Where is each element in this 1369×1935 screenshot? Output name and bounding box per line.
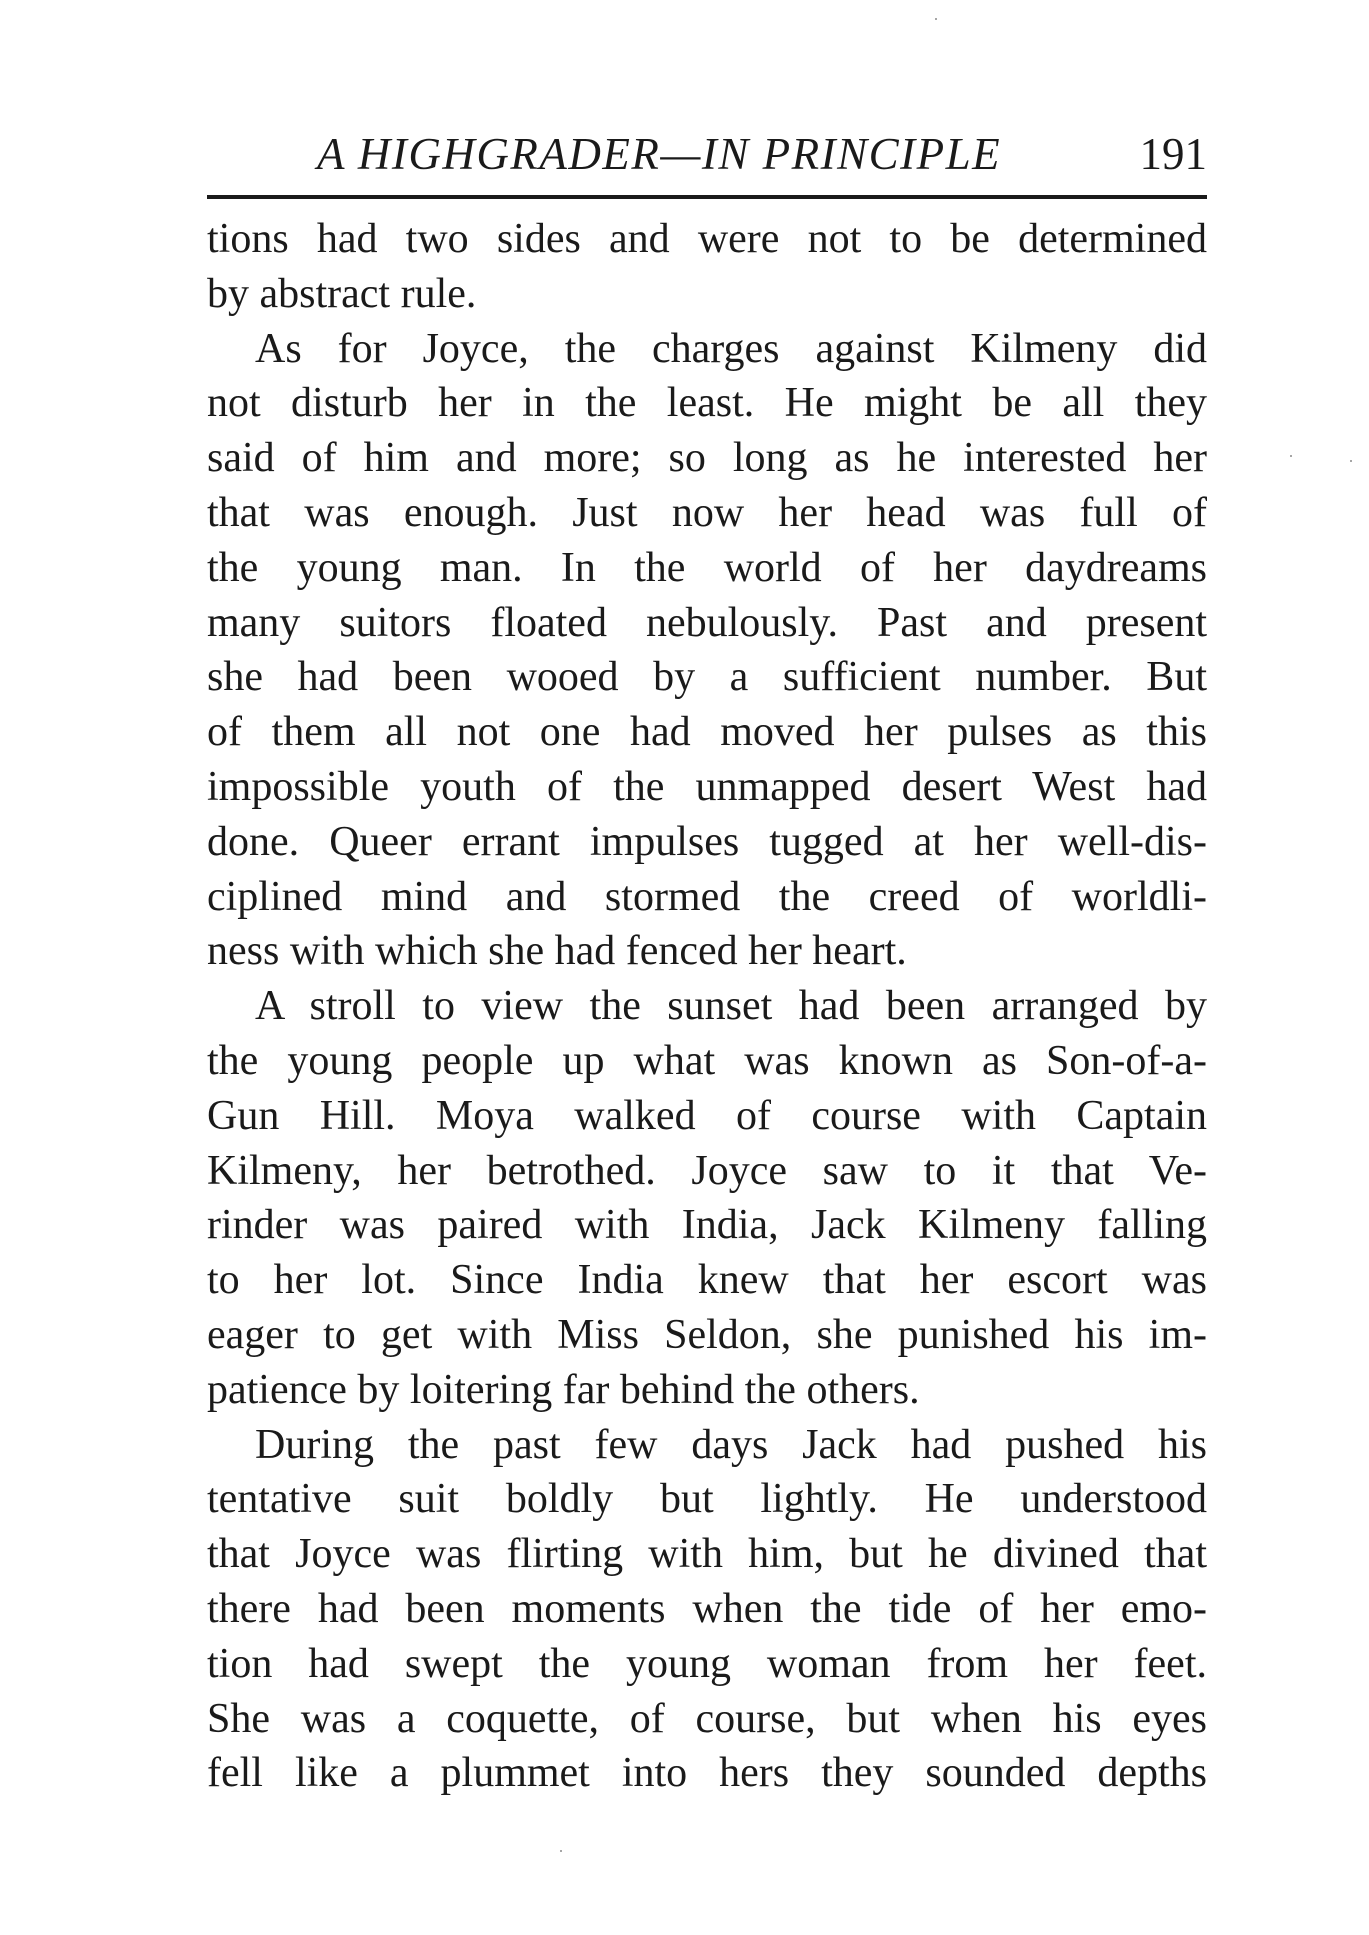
text-line: said of him and more; so long as he interested her xyxy=(207,435,1207,482)
text-line: She was a coquette, of course, but when his eyes xyxy=(207,1695,1207,1742)
text-line: A stroll to view the sunset had been arranged by xyxy=(255,983,1207,1030)
text-line: of them all not one had moved her pulses as this xyxy=(207,709,1207,756)
text-line: During the past few days Jack had pushed his xyxy=(255,1421,1207,1468)
text-line: tion had swept the young woman from her feet. xyxy=(207,1640,1207,1687)
text-line: that was enough. Just now her head was full of xyxy=(207,489,1207,536)
text-line: Gun Hill. Moya walked of course with Captain xyxy=(207,1092,1207,1139)
running-title: A HIGHGRADER—IN PRINCIPLE xyxy=(317,129,1002,179)
text-line: eager to get with Miss Seldon, she punished his im- xyxy=(207,1311,1207,1358)
paper-speck xyxy=(1290,455,1292,457)
text-line: by abstract rule. xyxy=(207,270,477,317)
header-rule xyxy=(207,195,1207,199)
text-line: not disturb her in the least. He might be all they xyxy=(207,380,1207,427)
text-line: she had been wooed by a sufficient number. But xyxy=(207,654,1207,701)
text-line: tions had two sides and were not to be determined xyxy=(207,216,1207,262)
paper-speck xyxy=(1350,460,1352,462)
text-line: rinder was paired with India, Jack Kilmeny falling xyxy=(207,1202,1207,1249)
text-line: the young people up what was known as Son-of-a- xyxy=(207,1037,1207,1084)
text-line: tentative suit boldly but lightly. He understood xyxy=(207,1476,1207,1523)
text-line: the young man. In the world of her daydreams xyxy=(207,544,1207,591)
body-text xyxy=(207,212,1207,1801)
text-line: ness with which she had fenced her heart. xyxy=(207,928,907,975)
text-line: fell like a plummet into hers they sounded depths xyxy=(207,1750,1207,1797)
paper-speck xyxy=(935,18,937,20)
paper-speck xyxy=(560,1850,562,1852)
text-line: many suitors floated nebulously. Past and present xyxy=(207,599,1207,646)
text-line: patience by loitering far behind the others. xyxy=(207,1366,920,1413)
text-line: ciplined mind and stormed the creed of worldli- xyxy=(207,873,1207,920)
text-line: there had been moments when the tide of her emo- xyxy=(207,1585,1207,1632)
text-line: to her lot. Since India knew that her escort was xyxy=(207,1257,1207,1304)
page-number: 191 xyxy=(1139,129,1207,179)
text-line: impossible youth of the unmapped desert West had xyxy=(207,763,1207,810)
text-line: Kilmeny, her betrothed. Joyce saw to it that Ve- xyxy=(207,1147,1207,1194)
text-line: done. Queer errant impulses tugged at her well-dis- xyxy=(207,818,1207,865)
text-line: As for Joyce, the charges against Kilmeny did xyxy=(255,325,1207,372)
text-line: that Joyce was flirting with him, but he divined that xyxy=(207,1531,1207,1578)
page-header xyxy=(207,128,1207,188)
